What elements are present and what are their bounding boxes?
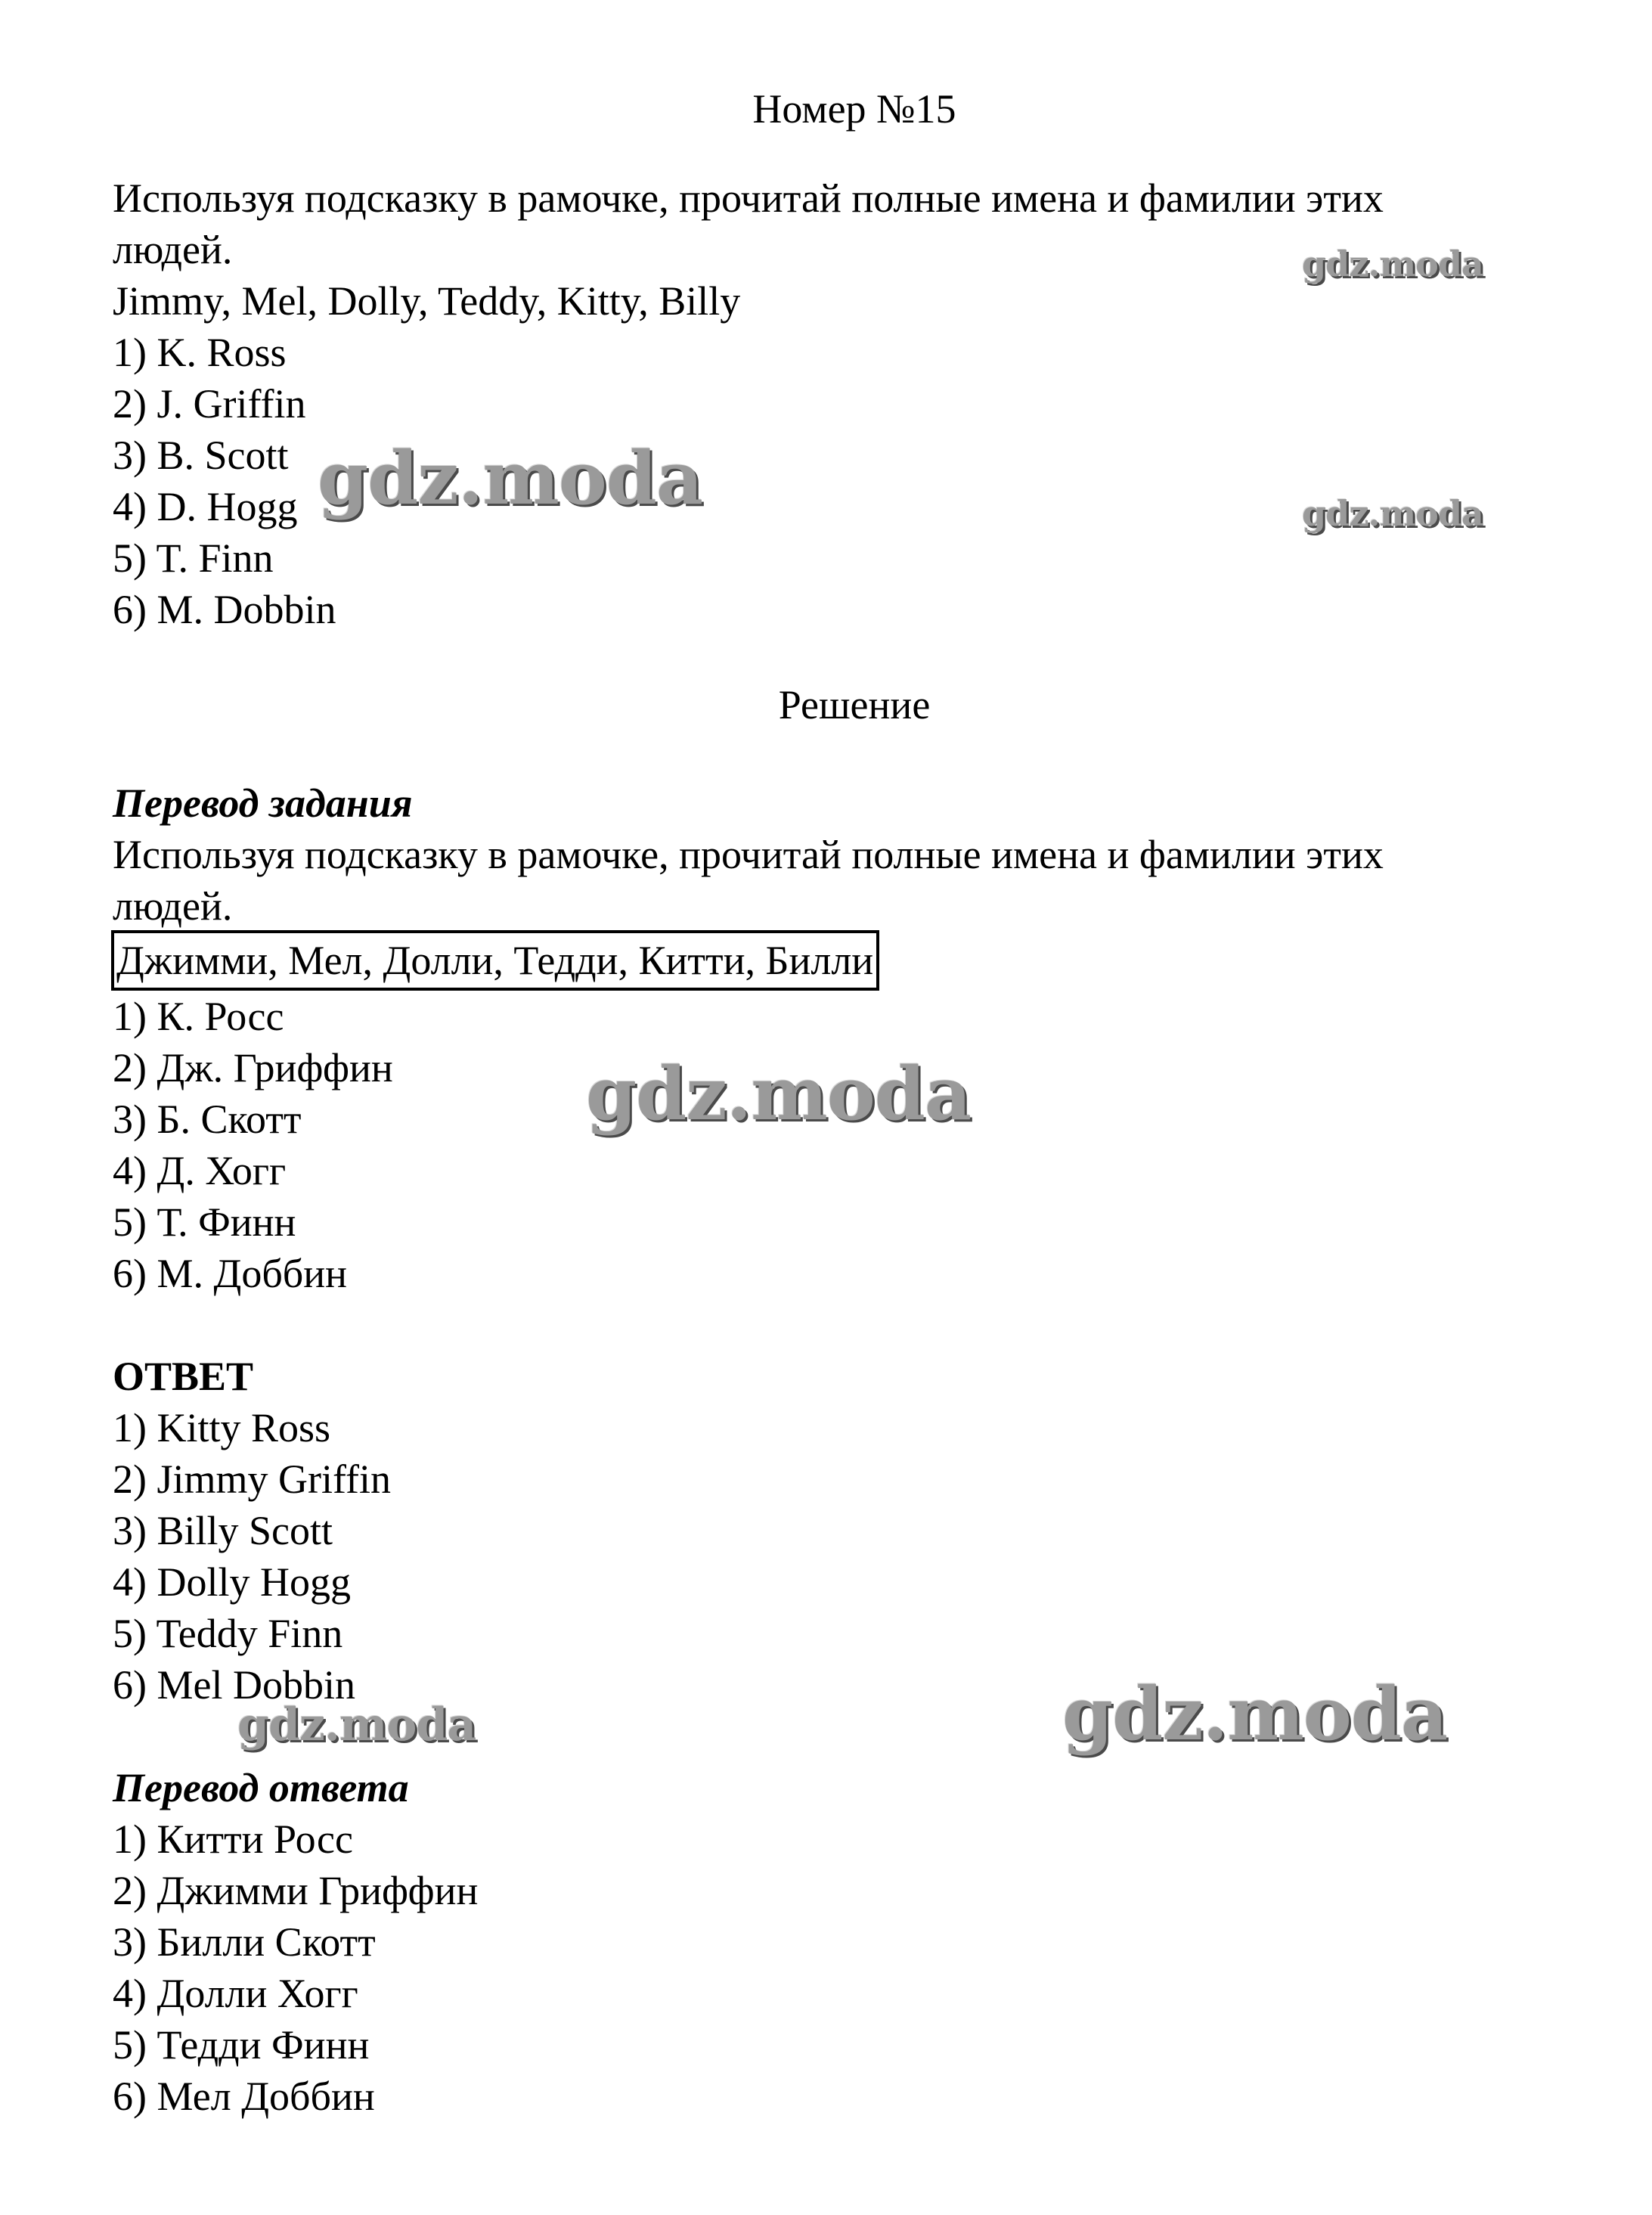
hint-box: Джимми, Мел, Долли, Тедди, Китти, Билли xyxy=(111,930,879,991)
task-item: 4) D. Hogg xyxy=(113,484,298,529)
translation-heading: Перевод задания xyxy=(113,780,413,826)
answer-translation-item: 6) Мел Доббин xyxy=(113,2074,375,2119)
answer-item: 2) Jimmy Griffin xyxy=(113,1457,391,1502)
task-item: 3) B. Scott xyxy=(113,433,289,478)
answer-translation-item: 1) Китти Росс xyxy=(113,1816,353,1862)
watermark: gdz.moda xyxy=(237,1698,476,1751)
answer-translation-item: 4) Долли Хогг xyxy=(113,1971,358,2016)
answer-item: 4) Dolly Hogg xyxy=(113,1559,351,1605)
translation-item: 4) Д. Хогг xyxy=(113,1148,287,1193)
translation-item: 5) Т. Финн xyxy=(113,1199,296,1245)
watermark: gdz.moda xyxy=(586,1051,972,1137)
answer-translation-heading: Перевод ответа xyxy=(113,1765,409,1810)
task-instruction-line-1: Используя подсказку в рамочке, прочитай полные имена и фамилии этих xyxy=(113,175,1384,221)
translation-item: 6) М. Доббин xyxy=(113,1251,348,1296)
translation-item: 3) Б. Скотт xyxy=(113,1097,302,1142)
watermark: gdz.moda xyxy=(1062,1671,1448,1757)
task-hint: Jimmy, Mel, Dolly, Teddy, Kitty, Billy xyxy=(113,278,741,324)
translation-instruction-line-2: людей. xyxy=(113,883,233,929)
task-instruction-line-2: людей. xyxy=(113,227,233,272)
solution-title: Решение xyxy=(778,682,931,727)
translation-item: 2) Дж. Гриффин xyxy=(113,1045,393,1090)
answer-item: 5) Teddy Finn xyxy=(113,1611,343,1656)
answer-item: 1) Kitty Ross xyxy=(113,1405,331,1450)
watermark: gdz.moda xyxy=(1302,244,1483,284)
task-item: 2) J. Griffin xyxy=(113,381,306,427)
answer-heading: ОТВЕТ xyxy=(113,1354,254,1399)
answer-item: 3) Billy Scott xyxy=(113,1508,333,1553)
page-title: Номер №15 xyxy=(752,86,956,132)
answer-item: 6) Mel Dobbin xyxy=(113,1662,355,1708)
task-item: 1) K. Ross xyxy=(113,330,287,375)
answer-translation-item: 5) Тедди Финн xyxy=(113,2022,370,2068)
watermark: gdz.moda xyxy=(318,436,703,521)
answer-translation-item: 3) Билли Скотт xyxy=(113,1919,376,1965)
task-item: 5) T. Finn xyxy=(113,535,274,581)
answer-translation-item: 2) Джимми Гриффин xyxy=(113,1868,479,1913)
watermark: gdz.moda xyxy=(1302,493,1483,534)
translation-item: 1) К. Росс xyxy=(113,994,284,1039)
translation-instruction-line-1: Используя подсказку в рамочке, прочитай полные имена и фамилии этих xyxy=(113,832,1384,877)
task-item: 6) M. Dobbin xyxy=(113,587,336,632)
